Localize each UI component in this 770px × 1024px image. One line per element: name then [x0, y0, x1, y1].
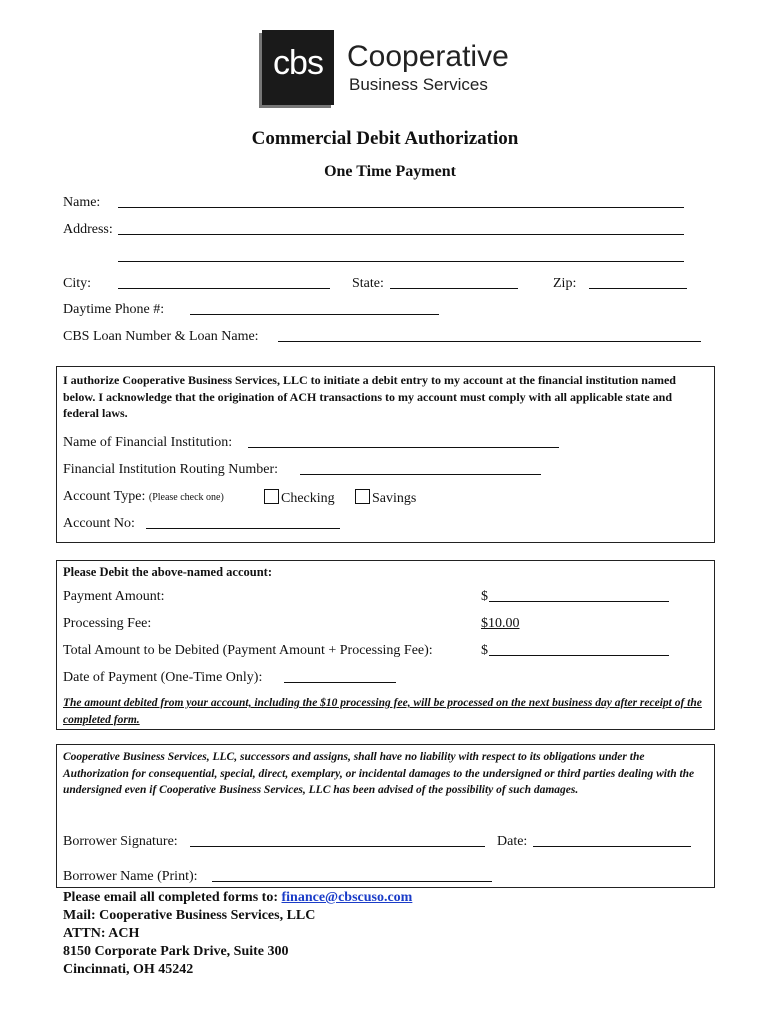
checking-checkbox[interactable] — [264, 489, 279, 504]
phone-field[interactable] — [190, 314, 439, 315]
signature-date-label: Date: — [497, 834, 528, 849]
signature-date-field[interactable] — [533, 846, 691, 847]
account-no-field[interactable] — [146, 528, 340, 529]
payment-amount-dollar: $ — [481, 589, 488, 604]
authorization-text: I authorize Cooperative Business Services, LLC to initiate a debit entry to my account at the financial institution named below. I acknowledge that the origination of ACH transactions to my account must comply with all applicable state and federal laws. — [63, 373, 676, 420]
payment-date-field[interactable] — [284, 682, 396, 683]
phone-label: Daytime Phone #: — [63, 302, 165, 317]
logo-name-line2: Business Services — [349, 75, 488, 94]
print-name-label: Borrower Name (Print): — [63, 869, 198, 884]
payment-heading: Please Debit the above-named account: — [63, 565, 272, 579]
address-label: Address: — [63, 222, 113, 237]
name-label: Name: — [63, 195, 101, 210]
routing-field[interactable] — [300, 474, 541, 475]
city-label: City: — [63, 276, 92, 291]
checking-option[interactable] — [264, 489, 335, 507]
footer-attn-line: ATTN: ACH — [63, 926, 140, 941]
account-no-label: Account No: — [63, 516, 135, 531]
city-field[interactable] — [118, 288, 330, 289]
processing-fee-value: $10.00 — [481, 616, 520, 631]
account-type-hint: (Please check one) — [148, 492, 224, 503]
total-amount-label: Total Amount to be Debited (Payment Amount + Processing Fee): — [63, 643, 433, 658]
form-title: Commercial Debit Authorization — [251, 128, 519, 149]
savings-checkbox[interactable] — [355, 489, 370, 504]
total-amount-dollar: $ — [481, 643, 488, 658]
institution-field[interactable] — [248, 447, 559, 448]
footer-email-link[interactable]: finance@cbscuso.com — [281, 890, 413, 905]
address-field-line1[interactable] — [118, 234, 684, 235]
payment-amount-field[interactable] — [489, 601, 669, 602]
print-name-field[interactable] — [212, 881, 492, 882]
state-field[interactable] — [390, 288, 518, 289]
signature-field[interactable] — [190, 846, 485, 847]
account-type-row — [63, 489, 224, 505]
processing-fee-label: Processing Fee: — [63, 616, 152, 631]
loan-label: CBS Loan Number & Loan Name: — [63, 329, 259, 344]
account-type-label: Account Type: — [63, 489, 146, 504]
footer-mail-line: Mail: Cooperative Business Services, LLC — [63, 908, 316, 923]
payment-amount-label: Payment Amount: — [63, 589, 165, 604]
checking-label: Checking — [281, 491, 335, 506]
name-field[interactable] — [118, 207, 684, 208]
routing-label: Financial Institution Routing Number: — [63, 462, 279, 477]
savings-label: Savings — [372, 491, 417, 506]
total-amount-field[interactable] — [489, 655, 669, 656]
logo-abbr: cbs — [273, 44, 323, 82]
payment-date-label: Date of Payment (One-Time Only): — [63, 670, 263, 685]
zip-field[interactable] — [589, 288, 687, 289]
footer-address-line: 8150 Corporate Park Drive, Suite 300 — [63, 944, 289, 959]
loan-field[interactable] — [278, 341, 701, 342]
footer-email-row — [63, 889, 412, 907]
savings-option[interactable] — [355, 489, 416, 507]
signature-label: Borrower Signature: — [63, 834, 178, 849]
logo-name-line1: Cooperative — [347, 40, 509, 73]
address-field-line2[interactable] — [118, 261, 684, 262]
liability-text: Cooperative Business Services, LLC, successors and assigns, shall have no liability with respect to its obligations under the Authorization for consequential, special, direct, exemplary, or incidental damages to the undersigned or third parties dealing with the undersigned even if Cooperative Business Services, LLC has been advised of the possibility of such damages. — [63, 751, 695, 796]
payment-note: The amount debited from your account, including the $10 processing fee, will be processed on the next business day after receipt of the completed form. — [63, 697, 702, 726]
state-label: State: — [352, 276, 384, 291]
zip-label: Zip: — [553, 276, 577, 291]
footer-city-line: Cincinnati, OH 45242 — [63, 962, 194, 977]
form-subtitle: One Time Payment — [324, 163, 456, 180]
institution-label: Name of Financial Institution: — [63, 435, 233, 450]
footer-email-prefix: Please email all completed forms to: — [63, 890, 278, 905]
